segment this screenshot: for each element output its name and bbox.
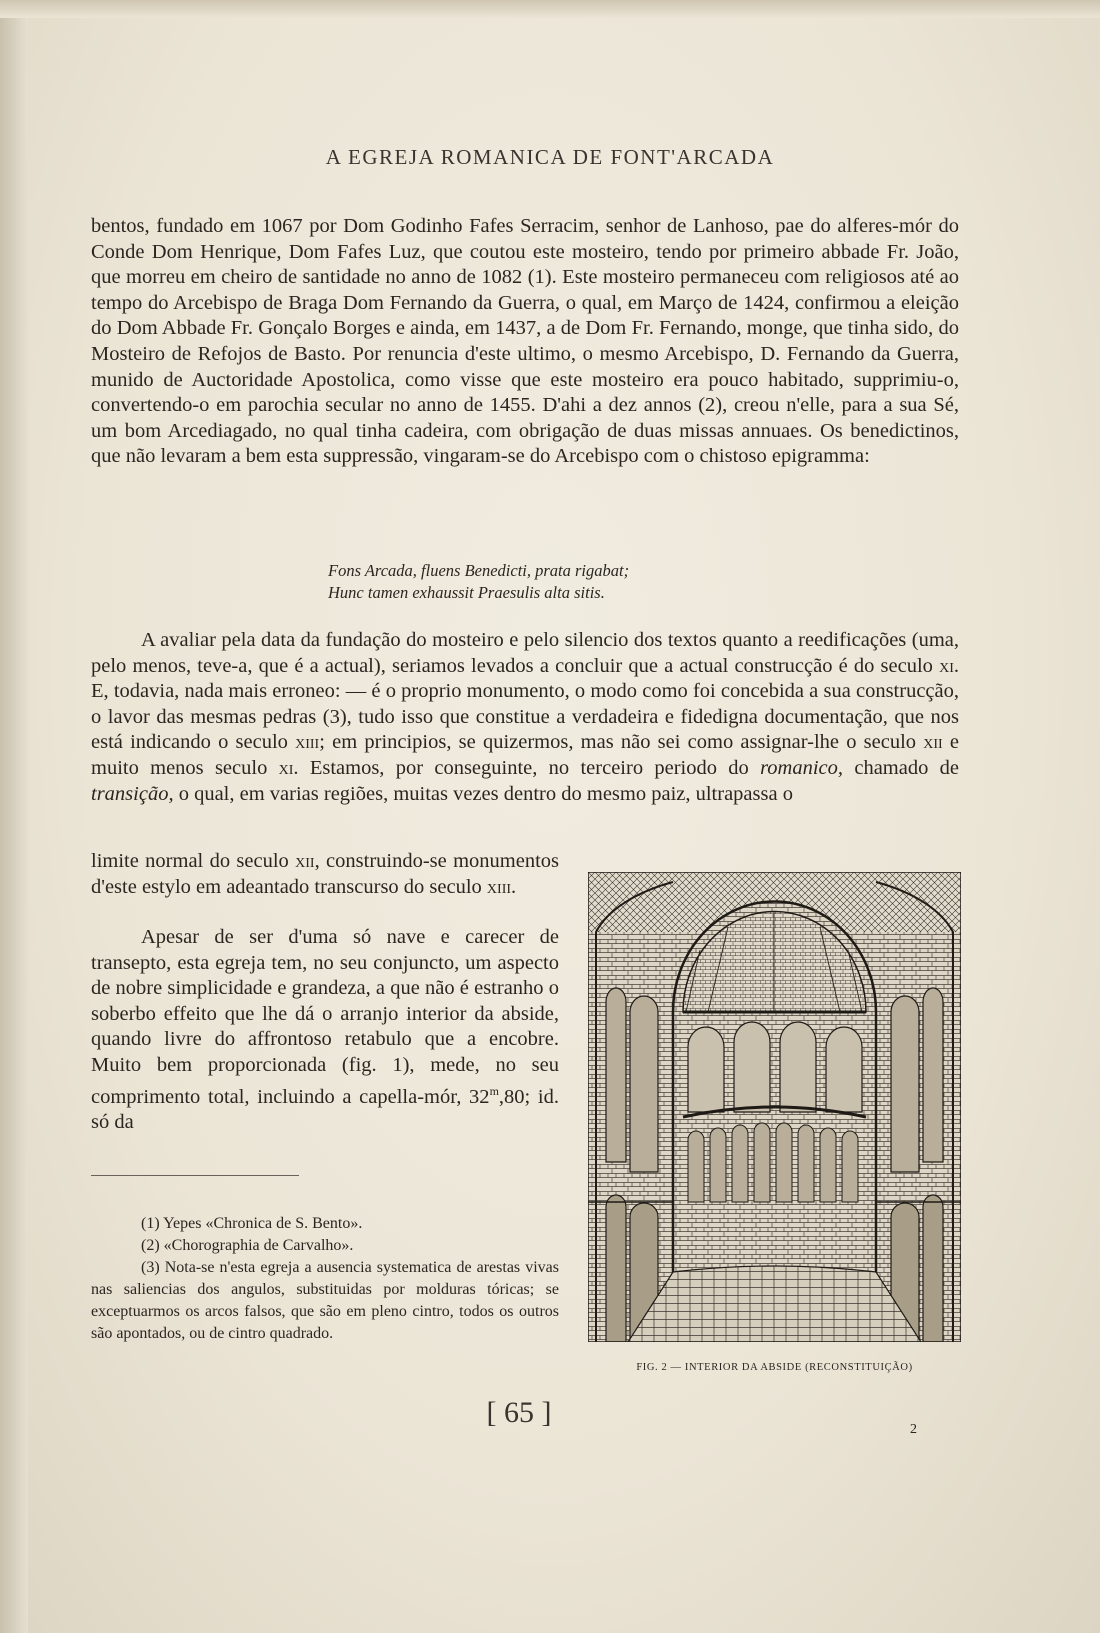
epigram-line-1: Fons Arcada, fluens Benedicti, prata rigabat; xyxy=(328,561,630,580)
epigram-line-2: Hunc tamen exhaussit Praesulis alta sitis. xyxy=(328,583,605,602)
figure-caption: FIG. 2 — INTERIOR DA ABSIDE (RECONSTITUIÇÃO) xyxy=(636,1362,913,1373)
p2-text-m: o qual, em varias regiões, muitas vezes dentro do mesmo paiz, ultrapassa o xyxy=(173,782,793,805)
p2-text-a: A avaliar pela data da fundação do mosteiro e pelo silencio dos textos quanto a reedificações (uma, pelo menos, teve-a, que é a actual), seriamos levados a concluir que a actual construcção é do seculo xyxy=(91,629,959,677)
p2tail-text-a: limite normal do seculo xyxy=(91,850,296,872)
p2-text-c: . E, todavia, nada mais erroneo: — é o proprio monumento, o modo como foi concebida a sua construcção, o lavor das mesmas pedras (3), tudo isso que constitue a verdadeira e fidedigna documentação, que nos está indicando o seculo xyxy=(91,654,959,754)
apse-interior-engraving-icon xyxy=(588,872,961,1342)
footnote-1: (1) Yepes «Chronica de S. Bento». xyxy=(141,1215,363,1232)
p3-text-b: ,80; id. só da xyxy=(91,1085,559,1133)
p2-text-g: e muito menos seculo xyxy=(91,731,959,779)
p2-term-transicao: transição, xyxy=(91,782,174,805)
p2tail-century-b: xii xyxy=(295,850,315,872)
signature-mark: 2 xyxy=(910,1422,917,1437)
p3-unit-superscript: m xyxy=(489,1083,499,1098)
p2-century-d: xiii xyxy=(295,731,320,754)
page-number: [ 65 ] xyxy=(486,1396,552,1429)
p2-text-k: chamado de xyxy=(843,756,959,779)
paragraph-1: bentos, fundado em 1067 por Dom Godinho Fafes Serracim, senhor de Lanhoso, pae do alferes-mór do Conde Dom Henrique, Dom Fafes Luz, que coutou este mosteiro, tendo por primeiro abbade Fr. João, que morreu em cheiro de santidade no anno de 1082 (1). Este mosteiro permaneceu com religiosos até ao tempo do Arcebispo de Braga Dom Fernando da Guerra, o qual, em Março de 1424, confirmou a eleição do Dom Abbade Fr. Gonçalo Borges e ainda, em 1437, a de Dom Fr. Fernando, monge, que tinha sido, do Mosteiro de Refojos de Basto. Por renuncia d'este ultimo, o mesmo Arcebispo, D. Fernando da Guerra, munido de Auctoridade Apostolica, como visse que este mosteiro era pouco habitado, supprimiu-o, convertendo-o em parochia secular no anno de 1455. D'ahi a dez annos (2), creou n'elle, para a sua Sé, um bom Arcediagado, no qual tinha cadeira, com obrigação de duas missas annuaes. Os benedictinos, que não levaram a bem esta suppressão, vingaram-se do Arcebispo com o chistoso epigramma: xyxy=(91,215,959,468)
p2-century-a: xi xyxy=(939,654,954,677)
paragraph-2 xyxy=(91,628,959,807)
epigram xyxy=(328,560,629,604)
p2-text-e: ; em principios, se quizermos, mas não sei como assignar-lhe o seculo xyxy=(319,731,924,754)
footnote-2: (2) «Chorographia de Carvalho». xyxy=(141,1237,354,1254)
p3-text-a: Apesar de ser d'uma só nave e carecer de transepto, esta egreja tem, no seu conjuncto, um aspecto de nobre simplicidade e grandeza, a que não é estranho o soberbo effeito que lhe dá o arranjo interior da abside, quando livre do affrontoso retabulo que a encobre. Muito bem proporcionada (fig. 1), mede, no seu comprimento total, incluindo a capella-mór, 32 xyxy=(91,926,559,1108)
p2-term-romanico: romanico, xyxy=(760,756,844,779)
running-header: A EGREJA ROMANICA DE FONT'ARCADA xyxy=(325,145,775,169)
footnotes xyxy=(91,1213,559,1345)
p2tail-text-e: . xyxy=(511,875,517,898)
p2-century-f: xii xyxy=(923,731,943,754)
p2tail-text-c: , construindo-se monumentos d'este estylo em adeantado transcurso do seculo xyxy=(91,850,559,898)
p2tail-century-d: xiii xyxy=(486,875,512,898)
paragraph-2-continued xyxy=(91,849,559,900)
paragraph-3 xyxy=(91,925,559,1136)
page-edge-top xyxy=(0,0,1100,18)
page-edge-left xyxy=(0,0,28,1633)
p2-century-h: xi xyxy=(278,756,294,779)
footnote-3: (3) Nota-se n'esta egreja a ausencia systematica de arestas vivas nas saliencias dos angulos, substituidas por molduras tóricas; se exceptuarmos os arcos falsos, que são em pleno cintro, todos os outros são apontados, ou de cintro quadrado. xyxy=(91,1259,559,1342)
footnote-rule xyxy=(91,1175,299,1176)
p2-text-i: . Estamos, por conseguinte, no terceiro periodo do xyxy=(293,756,761,779)
